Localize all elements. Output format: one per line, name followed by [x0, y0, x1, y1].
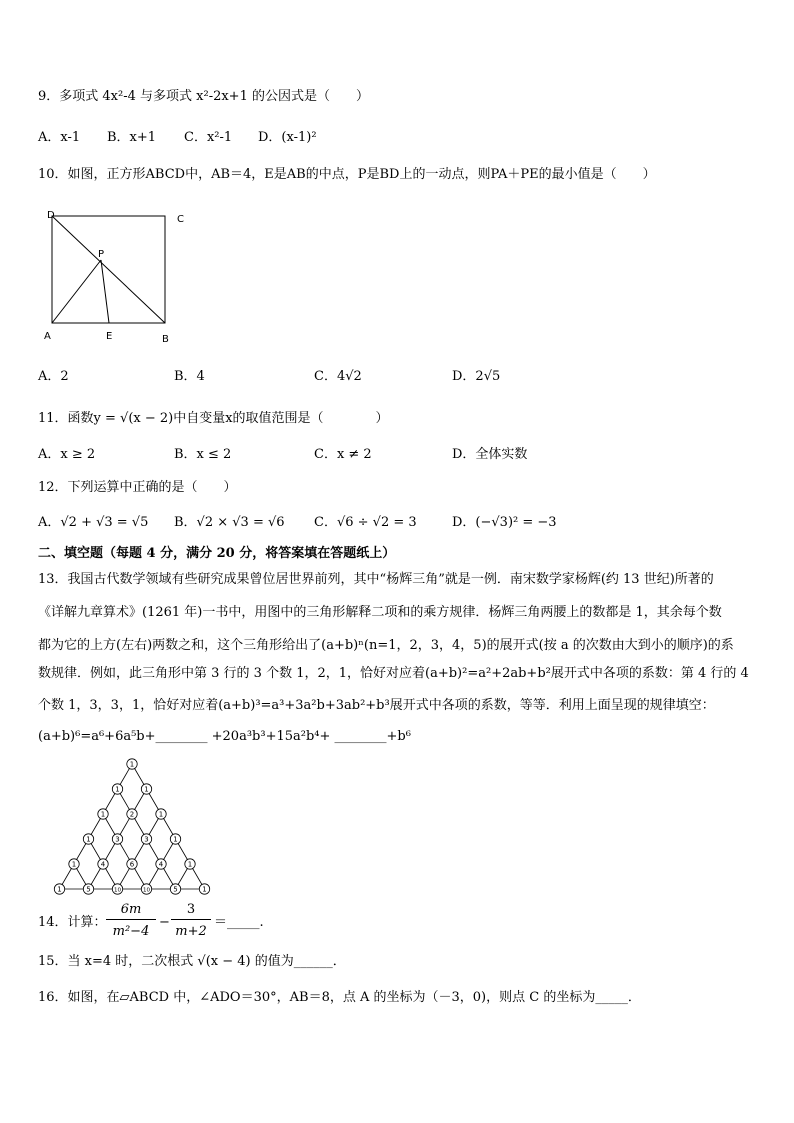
- q11-option-a: A．x ≥ 2: [38, 447, 96, 462]
- q14-suffix: ＝_____.: [214, 915, 264, 930]
- q9-option-c: C．x²-1: [184, 130, 233, 145]
- triangle-node-value: 3: [115, 835, 120, 844]
- q16: 16．如图，在▱ABCD 中，∠ADO＝30°，AB＝8，点 A 的坐标为（－3，0)，则点 C 的坐标为_____．: [38, 990, 641, 1005]
- triangle-node-value: 1: [129, 760, 135, 769]
- triangle-node-value: 5: [173, 885, 178, 894]
- q10-option-a: A．2: [38, 369, 69, 384]
- q12-option-b: B．√2 × √3 = √6: [174, 515, 285, 530]
- triangle-node-value: 1: [115, 785, 120, 794]
- triangle-node-value: 1: [71, 860, 77, 869]
- q9-option-a: A．x-1: [38, 130, 81, 145]
- q9-stem: 9．多项式 4x²-4 与多项式 x²-2x+1 的公因式是（ ）: [38, 89, 369, 104]
- q9-option-d: D．(x-1)²: [258, 130, 317, 145]
- triangle-node-value: 1: [100, 810, 106, 819]
- triangle-node-value: 6: [129, 860, 135, 869]
- label-c: C: [177, 214, 184, 225]
- q10-option-d: D．2√5: [452, 369, 501, 384]
- q10-option-c: C．4√2: [314, 369, 362, 384]
- label-a: A: [44, 331, 51, 342]
- triangle-node-value: 10: [114, 887, 121, 894]
- q13-line-3: 都为它的上方(左右)两数之和，这个三角形给出了(a+b)ⁿ(n=1，2，3，4，5)的展开式(按 a 的次数由大到小的顺序)的系: [38, 638, 734, 653]
- q9-option-b: B．x+1: [107, 130, 157, 145]
- q12-option-c: C．√6 ÷ √2 = 3: [314, 515, 417, 530]
- label-b: B: [162, 334, 169, 345]
- triangle-node-value: 10: [143, 887, 150, 894]
- triangle-node-value: 4: [100, 860, 106, 869]
- q13-formula: (a+b)⁶=a⁶+6a⁵b+________ +20a³b³+15a²b⁴+ ________+b⁶: [38, 729, 411, 744]
- q15: 15．当 x=4 时，二次根式 √(x − 4) 的值为______．: [38, 954, 346, 969]
- q13-line-1: 13．我国古代数学领域有些研究成果曾位居世界前列，其中“杨辉三角”就是一例．南宋数学家杨辉(约 13 世纪)所著的: [38, 572, 714, 587]
- q10-stem: 10．如图，正方形ABCD中，AB＝4，E是AB的中点，P是BD上的一动点，则PA＋PE的最小值是（ ）: [38, 167, 656, 182]
- triangle-node-value: 4: [158, 860, 164, 869]
- q12-stem: 12．下列运算中正确的是（ ）: [38, 480, 237, 495]
- q14-frac1-num: 6m: [120, 902, 142, 917]
- triangle-node-value: 1: [202, 885, 207, 894]
- label-e: E: [106, 331, 113, 342]
- q14-frac1-bar: [106, 919, 156, 920]
- triangle-node-value: 1: [144, 785, 149, 794]
- q11-option-c: C．x ≠ 2: [314, 447, 372, 462]
- triangle-node-value: 1: [187, 860, 193, 869]
- q11-option-b: B．x ≤ 2: [174, 447, 232, 462]
- label-d: D: [47, 210, 55, 221]
- q14-frac2-den: m+2: [175, 924, 207, 939]
- square-abcd-figure: [38, 205, 198, 350]
- q14-prefix: 14．计算：: [38, 915, 107, 930]
- label-p: P: [98, 249, 105, 260]
- triangle-node-value: 1: [158, 810, 164, 819]
- triangle-node-value: 2: [129, 810, 135, 819]
- q10-option-b: B．4: [174, 369, 205, 384]
- q12-option-d: D．(−√3)² = −3: [452, 515, 557, 530]
- q13-line-5: 个数 1，3，3，1，恰好对应着(a+b)³=a³+3a²b+3ab²+b³展开式中各项的系数，等等．利用上面呈现的规律填空：: [38, 698, 715, 713]
- q12-option-a: A．√2 + √3 = √5: [38, 515, 149, 530]
- q13-line-4: 数规律．例如，此三角形中第 3 行的 3 个数 1，2，1，恰好对应着(a+b)²=a²+2ab+b²展开式中各项的系数：第 4 行的 4: [38, 666, 749, 681]
- q14-frac1-den: m²−4: [112, 924, 150, 939]
- yanghui-triangle-figure: [45, 756, 215, 896]
- triangle-node-value: 3: [144, 835, 149, 844]
- q14-minus: −: [159, 915, 170, 930]
- triangle-node-value: 1: [57, 885, 62, 894]
- q14-frac2-bar: [171, 919, 211, 920]
- q14-frac2-num: 3: [186, 902, 196, 917]
- triangle-node-value: 1: [173, 835, 178, 844]
- section-heading: 二、填空题（每题 4 分，满分 20 分，将答案填在答题纸上）: [38, 546, 396, 561]
- q11-stem: 11．函数y = √(x − 2)中自变量x的取值范围是（ ）: [38, 411, 389, 426]
- q11-option-d: D．全体实数: [452, 447, 528, 462]
- triangle-node-value: 1: [86, 835, 91, 844]
- q13-line-2: 《详解九章算术》(1261 年)一书中，用图中的三角形解释二项和的乘方规律．杨辉三角两腰上的数都是 1，其余每个数: [38, 605, 722, 620]
- triangle-node-value: 5: [86, 885, 91, 894]
